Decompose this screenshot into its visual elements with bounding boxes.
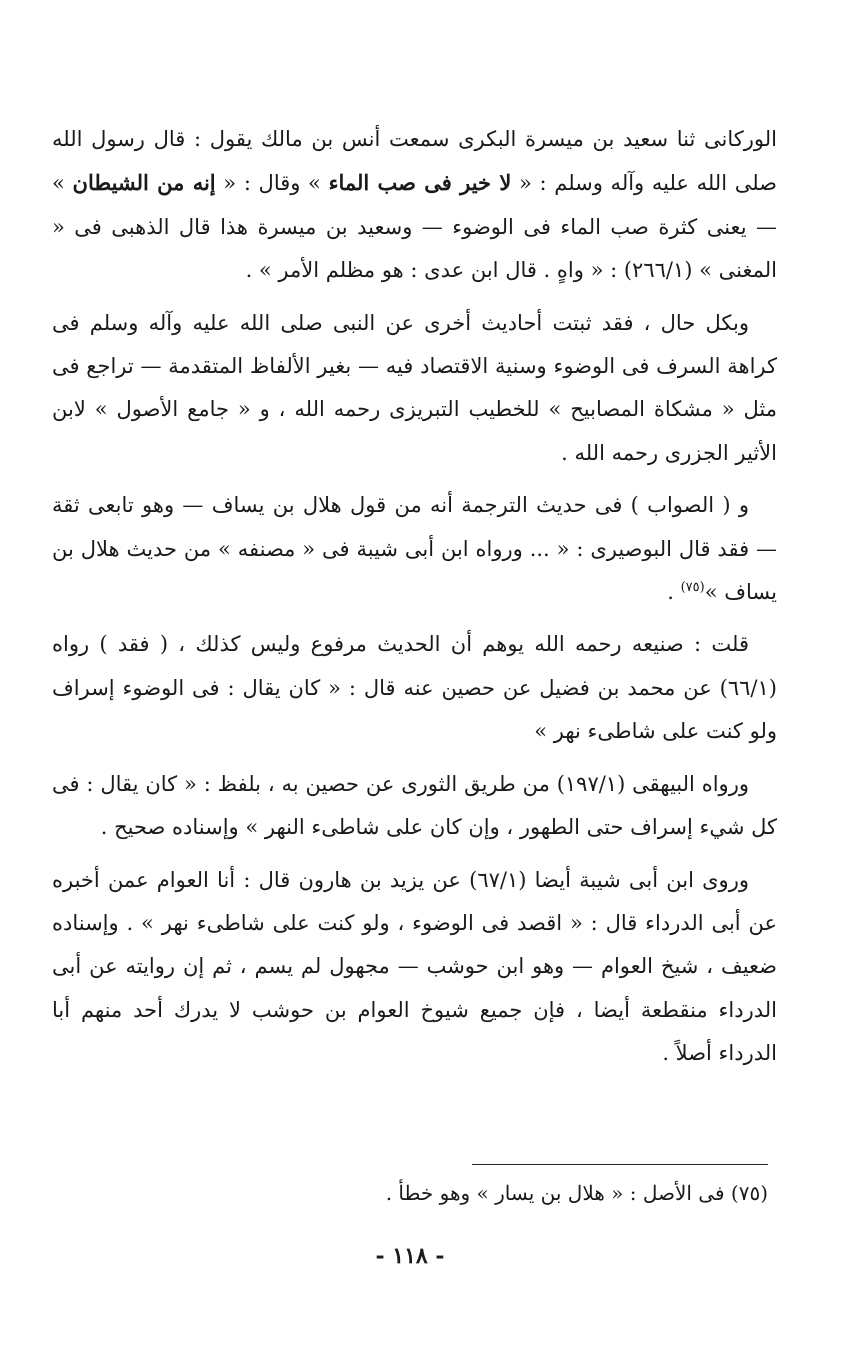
paragraph-3-end: . [667, 580, 681, 605]
hadith-phrase-2: إنه من الشيطان [72, 170, 216, 196]
paragraph-1 [52, 118, 777, 293]
footnote-divider [472, 1164, 768, 1165]
paragraph-3-text: و ( الصواب ) فى حديث الترجمة أنه من قول هلال بن يساف — وهو تابعى ثقة — فقد قال البوصيرى : « ... ورواه ابن أبى شيبة فى « مصنفه » من حديث هلال بن يساف » [52, 493, 777, 605]
page-number: - ١١٨ - [375, 1243, 445, 1269]
footnote-reference: (٧٥) [680, 580, 705, 596]
paragraph-6: وروى ابن أبى شيبة أيضا (٦٧/١) عن يزيد بن هارون قال : أنا العوام عمن أخبره عن أبى الدرداء قال : « اقصد فى الوضوء ، ولو كنت على شاطىء نهر » . وإسناده ضعيف ، شيخ العوام — وهو ابن حوشب — مجهول لم يسم ، ثم إن روايته عن أبى الدرداء منقطعة أيضا ، فإن جميع شيوخ العوام بن حوشب لا يدرك أحد منهم أبا الدرداء أصلاً . [52, 867, 777, 1066]
paragraph-3 [52, 484, 777, 614]
paragraph-2: وبكل حال ، فقد ثبتت أحاديث أخرى عن النبى صلى الله عليه وآله وسلم فى كراهة السرف فى الوضوء وسنية الاقتصاد فيه — بغير الألفاظ المتقدمة — تراجع فى مثل « مشكاة المصابيح » للخطيب التبريزى رحمه الله ، و « جامع الأصول » لابن الأثير الجزرى رحمه الله . [52, 310, 777, 465]
main-text [52, 118, 777, 1076]
paragraph-1-text-c: » وقال : « [215, 171, 329, 196]
paragraph-5: ورواه البيهقى (١٩٧/١) من طريق الثورى عن حصين به ، بلفظ : « كان يقال : فى كل شيء إسراف حتى الطهور ، وإن كان على شاطىء النهر » وإسناده صحيح . [52, 771, 777, 840]
hadith-phrase-1: لا خير فى صب الماء [328, 170, 512, 196]
paragraph-4: قلت : صنيعه رحمه الله يوهم أن الحديث مرفوع وليس كذلك ، ( فقد ) رواه (٦٦/١) عن محمد بن فضيل عن حصين عنه قال : « كان يقال : فى الوضوء إسراف ولو كنت على شاطىء نهر » [52, 632, 777, 744]
footnote: (٧٥) فى الأصل : « هلال بن يسار » وهو خطأ . [385, 1181, 768, 1205]
paragraph-1-text-a: الوركانى ثنا سعيد بن ميسرة البكرى سمعت أنس بن مالك يقول : قال رسول الله صلى الله عليه وآله وسلم : « [52, 127, 777, 196]
paragraph-1-text-e: » — يعنى كثرة صب الماء فى الوضوء — وسعيد بن ميسرة هذا قال الذهبى فى « المغنى » (٢٦٦/١) : « واهٍ . قال ابن عدى : هو مظلم الأمر » . [52, 171, 777, 283]
